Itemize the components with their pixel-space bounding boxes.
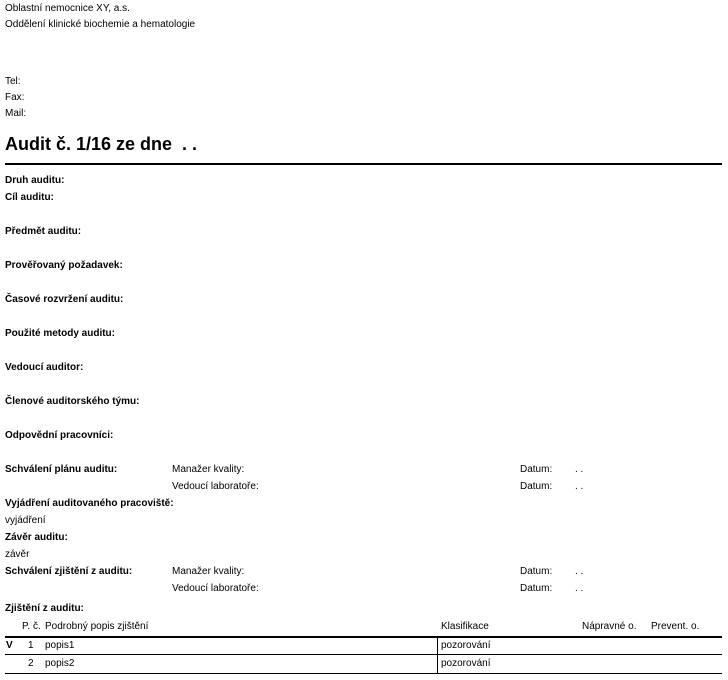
field-cil-auditu: Cíl auditu:	[5, 192, 54, 203]
tel-label: Tel:	[5, 76, 21, 87]
conclusion-value: závěr	[5, 549, 30, 560]
row-divider	[5, 673, 722, 674]
field-predmet-auditu: Předmět auditu:	[5, 226, 82, 237]
column-header-napravne: Nápravné o.	[582, 621, 637, 632]
findings-approval-role: Manažer kvality:	[172, 566, 245, 577]
field-proverovany-pozadavek: Prověřovaný požadavek:	[5, 260, 123, 271]
field-druh-auditu: Druh auditu:	[5, 175, 65, 186]
plan-approval-datum: . .	[575, 481, 584, 492]
findings-approval-label: Schválení zjištění z auditu:	[5, 566, 133, 577]
row-classification: pozorování	[441, 658, 491, 669]
column-header-klasifikace: Klasifikace	[441, 621, 489, 632]
organization-name: Oblastní nemocnice XY, a.s.	[5, 3, 130, 14]
column-header-prevent: Prevent. o.	[651, 621, 700, 632]
mail-label: Mail:	[5, 108, 27, 119]
row-number: 1	[28, 640, 34, 651]
findings-approval-datum-label: Datum:	[520, 566, 553, 577]
field-casove-rozvrzeni: Časové rozvržení auditu:	[5, 294, 124, 305]
row-classification: pozorování	[441, 640, 491, 651]
findings-approval-datum: . .	[575, 583, 584, 594]
field-pouzite-metody: Použité metody auditu:	[5, 328, 115, 339]
plan-approval-datum-label: Datum:	[520, 464, 553, 475]
table-header-divider	[5, 636, 722, 638]
row-divider	[5, 654, 722, 655]
row-description: popis2	[45, 658, 75, 669]
fax-label: Fax:	[5, 92, 25, 103]
conclusion-label: Závěr auditu:	[5, 532, 68, 543]
findings-approval-datum-label: Datum:	[520, 583, 553, 594]
statement-value: vyjádření	[5, 515, 46, 526]
department-name: Oddělení klinické biochemie a hematologie	[5, 19, 196, 30]
field-odpovedni-pracovnici: Odpovědní pracovníci:	[5, 430, 114, 441]
title-divider	[5, 163, 722, 165]
plan-approval-datum-label: Datum:	[520, 481, 553, 492]
plan-approval-role: Manažer kvality:	[172, 464, 245, 475]
findings-section-label: Zjištění z auditu:	[5, 603, 84, 614]
column-header-pc: P. č.	[22, 621, 41, 632]
field-clenove-tymu: Členové auditorského týmu:	[5, 396, 140, 407]
field-vedouci-auditor: Vedoucí auditor:	[5, 362, 84, 373]
findings-approval-role: Vedoucí laboratoře:	[172, 583, 259, 594]
statement-label: Vyjádření auditovaného pracoviště:	[5, 498, 174, 509]
row-description: popis1	[45, 640, 75, 651]
plan-approval-label: Schválení plánu auditu:	[5, 464, 118, 475]
row-number: 2	[28, 658, 34, 669]
findings-approval-datum: . .	[575, 566, 584, 577]
document-title: Audit č. 1/16 ze dne . .	[5, 134, 198, 154]
column-header-popis: Podrobný popis zjištění	[45, 621, 149, 632]
plan-approval-datum: . .	[575, 464, 584, 475]
plan-approval-role: Vedoucí laboratoře:	[172, 481, 259, 492]
column-separator	[437, 638, 438, 674]
group-marker: V	[6, 640, 13, 651]
